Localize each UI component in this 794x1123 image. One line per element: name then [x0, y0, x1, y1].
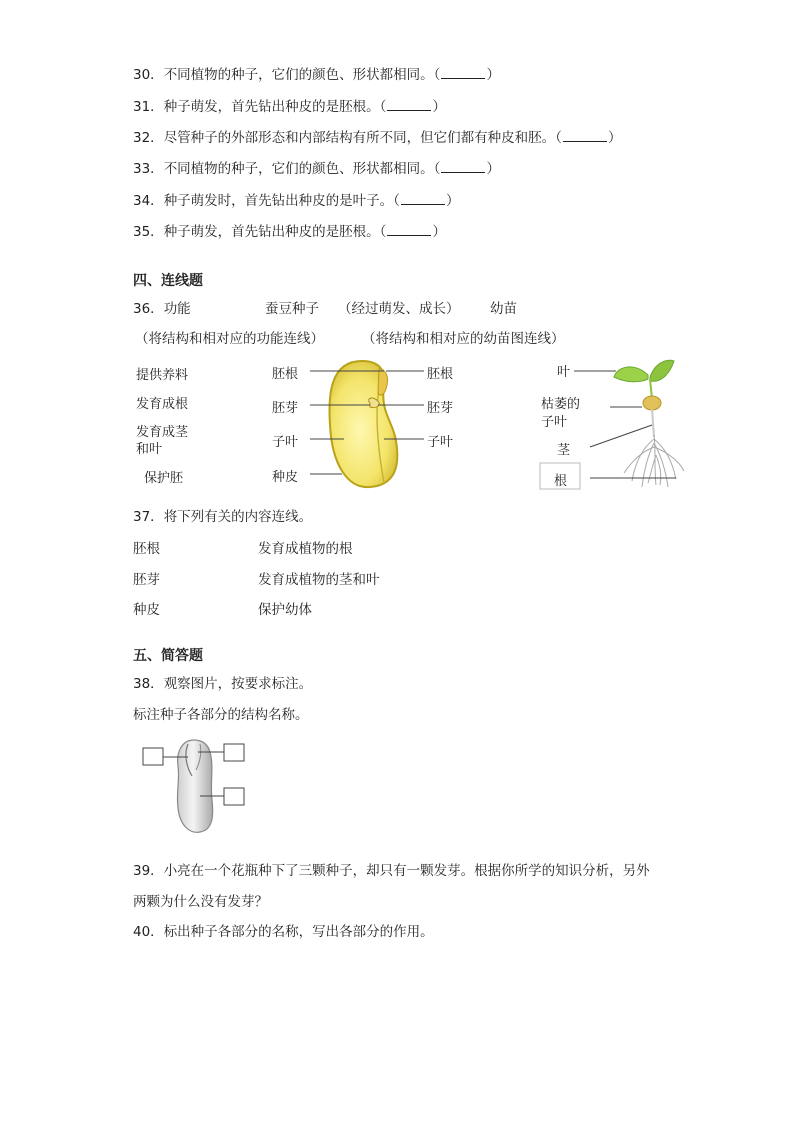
question-38: 38．观察图片，按要求标注。 — [133, 676, 313, 692]
question-33: 33．不同植物的种子，它们的颜色、形状都相同。（ ） — [133, 161, 500, 177]
q37-right-item[interactable]: 发育成植物的根 — [258, 541, 353, 557]
seed-label-cotyledon[interactable]: 子叶 — [272, 435, 299, 450]
label-box-left — [143, 748, 163, 765]
question-39-cont: 两颗为什么没有发芽？ — [133, 894, 268, 910]
seedling-label-stem[interactable]: 茎 — [557, 443, 571, 458]
q37-right-item[interactable]: 保护幼体 — [258, 602, 312, 618]
seed-label-radicle[interactable]: 胚根 — [272, 367, 299, 382]
seed-label-plumule-right[interactable]: 胚芽 — [427, 401, 454, 416]
function-item[interactable]: 提供养料 — [136, 368, 189, 383]
q36-col-seedling: 幼苗 — [490, 301, 517, 317]
leaf-right — [650, 360, 674, 381]
seedling-label-root[interactable]: 根 — [554, 474, 568, 489]
function-item[interactable]: 保护胚 — [144, 471, 184, 486]
question-34: 34．种子萌发时，首先钻出种皮的是叶子。（ ） — [133, 193, 460, 209]
seed-label-cotyledon-right[interactable]: 子叶 — [427, 435, 454, 450]
section-heading-matching: 四、连线题 — [133, 273, 203, 289]
function-item[interactable]: 发育成茎 — [136, 425, 189, 440]
question-30: 30．不同植物的种子，它们的颜色、形状都相同。（ ） — [133, 67, 500, 83]
question-32: 32．尽管种子的外部形态和内部结构有所不同，但它们都有种皮和胚。（ ） — [133, 130, 622, 146]
label-box-top-right — [224, 744, 244, 761]
q37-left-item[interactable]: 胚芽 — [133, 572, 160, 588]
answer-blank[interactable] — [401, 192, 445, 205]
question-38-sub: 标注种子各部分的结构名称。 — [133, 707, 309, 723]
seedling-label-leaf[interactable]: 叶 — [557, 365, 571, 380]
q36-note-right: （将结构和相对应的幼苗图连线） — [362, 331, 565, 347]
q37-left-item[interactable]: 胚根 — [133, 541, 160, 557]
roots — [624, 435, 684, 487]
broad-bean-seed-diagram — [300, 355, 430, 495]
seed-label-plumule[interactable]: 胚芽 — [272, 401, 299, 416]
q37-right-item[interactable]: 发育成植物的茎和叶 — [258, 572, 380, 588]
withered-cotyledon — [643, 396, 661, 410]
function-item-cont: 和叶 — [136, 442, 163, 457]
seed-label-seed-coat[interactable]: 种皮 — [272, 470, 299, 485]
answer-blank[interactable] — [441, 66, 485, 79]
q37-left-item[interactable]: 种皮 — [133, 602, 160, 618]
section-heading-short-answer: 五、简答题 — [133, 648, 203, 664]
seed-label-radicle-right[interactable]: 胚根 — [427, 367, 454, 382]
answer-blank[interactable] — [387, 98, 431, 111]
answer-blank[interactable] — [387, 223, 431, 236]
radicle-shape — [378, 369, 388, 395]
label-box-bottom-right — [224, 788, 244, 805]
q36-note-left: （将结构和相对应的功能连线） — [135, 331, 324, 347]
question-35: 35．种子萌发，首先钻出种皮的是胚根。（ ） — [133, 224, 446, 240]
grey-seed-shape — [177, 740, 212, 832]
question-39: 39．小亮在一个花瓶种下了三颗种子，却只有一颗发芽。根据你所学的知识分析，另外 — [133, 863, 650, 879]
question-31: 31．种子萌发，首先钻出种皮的是胚根。（ ） — [133, 99, 446, 115]
seed-label-diagram — [140, 736, 250, 836]
q36-col-process: （经过萌发、成长） — [338, 301, 460, 317]
question-36-header: 36．功能 — [133, 301, 191, 317]
leaf-left — [614, 367, 648, 382]
seedling-label-withered[interactable]: 枯萎的 — [541, 397, 581, 412]
question-37: 37．将下列有关的内容连线。 — [133, 509, 313, 525]
question-40: 40．标出种子各部分的名称，写出各部分的作用。 — [133, 924, 434, 940]
answer-blank[interactable] — [441, 160, 485, 173]
seedling-label-cotyledon: 子叶 — [541, 415, 568, 430]
answer-blank[interactable] — [563, 129, 607, 142]
function-item[interactable]: 发育成根 — [136, 397, 189, 412]
q36-col-seed: 蚕豆种子 — [265, 301, 319, 317]
